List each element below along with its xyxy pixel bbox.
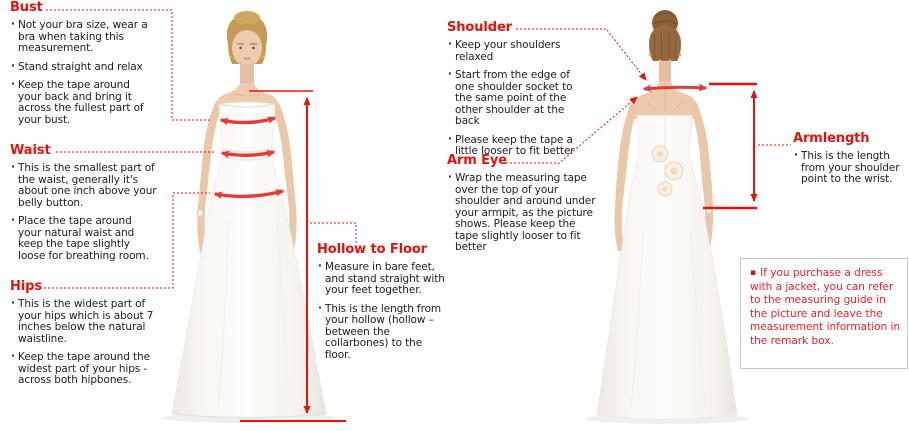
bust-bullet: · Stand straight and relax — [10, 62, 152, 74]
armlength-section — [793, 132, 903, 193]
earring — [230, 56, 233, 59]
armlength-title: Armlength — [793, 131, 870, 146]
neck — [659, 59, 671, 82]
shoulder-bullet: · Keep your shoulders relaxed — [447, 40, 592, 63]
earring — [649, 54, 652, 57]
jacket-note-text: If you purchase a dress with a jacket, you can refer to the measuring guide in the picture and leave the measurement information in the remark box. — [750, 267, 901, 347]
earring — [679, 54, 682, 57]
hips-bullet: · This is the widest part of your hips which is about 7 inches below the natural waistline. — [10, 299, 160, 345]
dress-back — [597, 115, 737, 419]
bust-section — [10, 1, 152, 133]
bracelet — [197, 210, 203, 216]
hips-section — [10, 280, 160, 394]
shoulder-bullet: · Please keep the tape a little looser to fit better — [447, 135, 592, 158]
hips-bullet: · Keep the tape around the widest part of your hips - across both hipbones. — [10, 352, 160, 387]
bracelet — [706, 207, 712, 213]
hollow-bullet: · This is the length from your hollow (hollow – between the collarbones) to the floor. — [317, 304, 445, 362]
hips-title: Hips — [10, 279, 42, 294]
bust-bullet: · Not your bra size, wear a bra when taking this measurement. — [10, 20, 152, 55]
hollow-to-floor-title: Hollow to Floor — [317, 242, 427, 257]
square-bullet-icon: ▪ — [750, 268, 757, 278]
hollow-bullet: · Measure in bare feet, and stand straight with your feet together. — [317, 262, 445, 297]
waist-title: Waist — [10, 143, 51, 158]
waist-bullet: · Place the tape around your natural waist and keep the tape slightly loose for breathing room. — [10, 216, 157, 262]
back — [631, 81, 697, 119]
hollow-to-floor-section — [317, 243, 445, 368]
bust-bullet: · Keep the tape around your back and bring it across the fullest part of your bust. — [10, 80, 152, 126]
face — [232, 30, 262, 67]
shoulder-section — [447, 21, 592, 165]
jacket-note-box — [740, 258, 908, 369]
armlength-bullet: · This is the length from your shoulder point to the wrist. — [793, 151, 903, 186]
hair — [649, 25, 681, 61]
bust-title: Bust — [10, 0, 43, 15]
shoulder-title: Shoulder — [447, 20, 512, 35]
dress-front — [172, 102, 326, 418]
earring — [262, 56, 265, 59]
arm-eye-section — [447, 154, 596, 261]
arm-eye-bullet: · Wrap the measuring tape over the top of your shoulder and around under your armpit, as the picture shows. Please keep the tape slightly looser to fit better — [447, 173, 596, 254]
shoulder-bullet: · Start from the edge of one shoulder socket to the same point of the other shoulder at the back — [447, 70, 592, 128]
waist-section — [10, 144, 157, 269]
waist-bullet: · This is the smallest part of the waist, generally it's about one inch above your belly button. — [10, 163, 157, 209]
arm-eye-title: Arm Eye — [447, 153, 508, 168]
